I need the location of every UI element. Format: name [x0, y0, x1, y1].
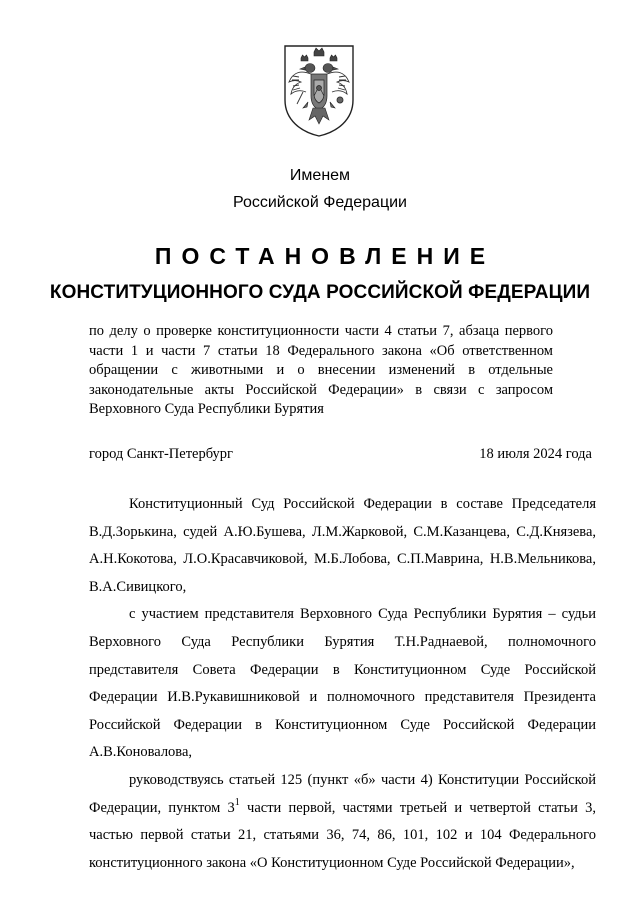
document-subtitle: КОНСТИТУЦИОННОГО СУДА РОССИЙСКОЙ ФЕДЕРАЦИИ	[49, 282, 591, 303]
date: 18 июля 2024 года	[479, 446, 592, 462]
in-name-line1: Именем	[289, 167, 351, 184]
coat-of-arms-emblem	[281, 42, 357, 138]
eagle-emblem-icon	[281, 42, 357, 138]
legal-basis-text-start: руководствуясь статьей 125 (пункт «б» части 4) Конституции Российской Федерации, пунктом 3	[89, 771, 596, 816]
document-body	[89, 491, 596, 877]
superscript: 1	[234, 796, 240, 808]
in-name-line2: Российской Федерации	[233, 194, 407, 211]
body-paragraph-legal-basis	[89, 767, 596, 877]
place-date-row	[89, 445, 592, 463]
document-title: ПОСТАНОВЛЕНИЕ	[154, 243, 496, 269]
body-paragraph-participants: с участием представителя Верховного Суда Республики Бурятия – судьи Верховного Суда Республики Бурятия Т.Н.Раднаевой, полномочного представителя Совета Федерации в Конституционном Суде Российской Федерации И.В.Рукавишниковой и полномочного представителя Президента Российской Федерации в Конституционном Суде Российской Федерации А.В.Коновалова,	[89, 606, 596, 761]
case-description: по делу о проверке конституционности части 4 статьи 7, абзаца первого части 1 и части 7 статьи 18 Федерального закона «Об ответственном обращении с животными и о внесении изменений в отдельные законодательные акты Российской Федерации» в связи с запросом Верховного Суда Республики Бурятия	[89, 323, 553, 417]
place: город Санкт-Петербург	[89, 446, 234, 462]
body-paragraph-composition: Конституционный Суд Российской Федерации в составе Председателя В.Д.Зорькина, судей А.Ю.Бушева, Л.М.Жарковой, С.М.Казанцева, С.Д.Князева, А.Н.Кокотова, Л.О.Красавчиковой, М.Б.Лобова, С.П.Маврина, Н.В.Мельникова, В.А.Сивицкого,	[89, 496, 596, 595]
legal-basis-text-end: части первой, частями третьей и четвертой статьи 3, частью первой статьи 21, статьями 36, 74, 86, 101, 102 и 104 Федерального конституционного закона «О Конституционном Суде Российской Федерации»,	[89, 799, 596, 871]
